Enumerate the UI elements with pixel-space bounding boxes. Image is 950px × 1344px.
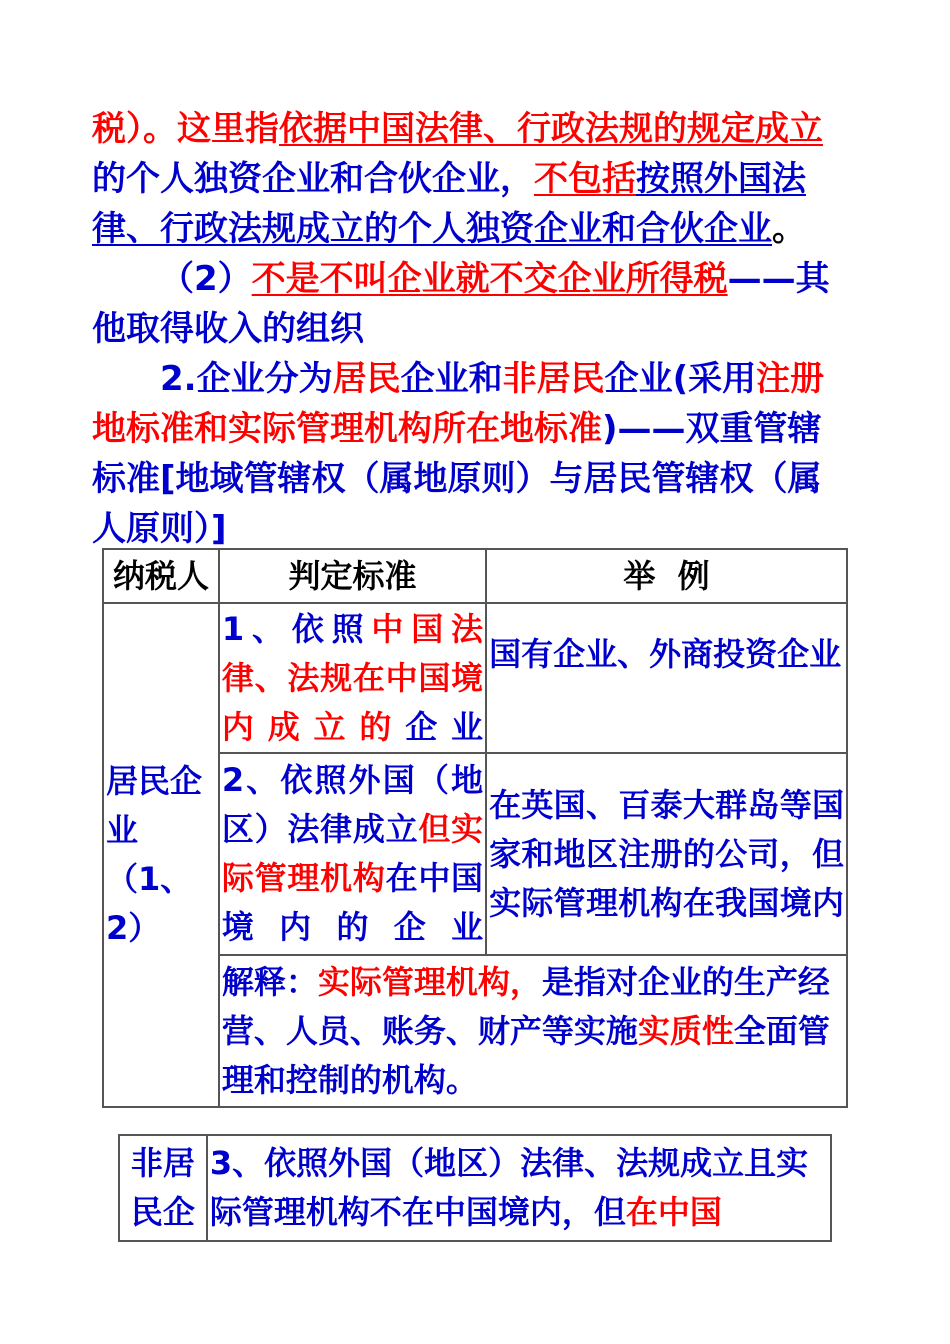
para1-basis: 依据中国法律、行政法规的规定成立 xyxy=(279,109,823,149)
example-cell-2: 在英国、百泰大群岛等国家和地区注册的公司，但实际管理机构在我国境内 xyxy=(486,753,847,955)
nonresident-label: 非居民企 xyxy=(119,1135,207,1241)
para2-num: （2） xyxy=(160,259,252,299)
para1-lead: 税）。这里指 xyxy=(92,109,279,149)
para3-and: 企业和 xyxy=(400,359,503,399)
para3-lead: 2.企业分为 xyxy=(160,359,333,399)
resident-enterprise-table xyxy=(102,548,848,1108)
para1-scope: 的个人独资企业和合伙企业， xyxy=(92,159,534,199)
para2-other: ——其他取得收入的组织 xyxy=(92,259,830,349)
explanation-cell: 解释：实际管理机构，是指对企业的生产经营、人员、账务、财产等实施实质性全面管理和控制的机构。 xyxy=(219,955,847,1107)
header-criteria: 判定标准 xyxy=(219,549,486,603)
header-taxpayer: 纳税人 xyxy=(103,549,219,603)
para1-end: 。 xyxy=(772,209,806,249)
resident-enterprise-label: 居民企业（1、2） xyxy=(103,603,219,1107)
table-row xyxy=(103,603,847,753)
header-example: 举 例 xyxy=(486,549,847,603)
para3-resident: 居民 xyxy=(332,359,401,399)
table-row xyxy=(119,1135,831,1241)
paragraph-2 xyxy=(92,254,852,354)
paragraph-3 xyxy=(92,354,852,554)
para3-adopt: 企业(采用 xyxy=(604,359,757,399)
paragraph-1 xyxy=(92,104,852,254)
criteria-cell-3: 3、依照外国（地区）法律、法规成立且实际管理机构不在中国境内，但在中国 xyxy=(207,1135,831,1241)
para2-rule: 不是不叫企业就不交企业所得税 xyxy=(251,259,728,299)
para3-jurisdiction: )——双重管辖标准[地域管辖权（属地原则）与居民管辖权（属人原则）] xyxy=(92,409,822,549)
para3-standards: 注册地标准和实际管理机构所在地标准 xyxy=(92,359,825,449)
criteria-cell-2: 2、依照外国（地区）法律成立但实际管理机构在中国境内的企业 xyxy=(219,753,486,955)
example-cell-1: 国有企业、外商投资企业 xyxy=(486,603,847,753)
criteria-cell-1: 1、依照中国法律、法规在中国境内成立的企业 xyxy=(219,603,486,753)
nonresident-enterprise-table xyxy=(118,1134,832,1242)
para3-nonresident: 非居民 xyxy=(502,359,605,399)
table-header-row xyxy=(103,549,847,603)
para1-excluded: 不包括 xyxy=(534,159,636,199)
para1-foreign: 按照外国法律、行政法规成立的个人独资企业和合伙企业 xyxy=(92,159,806,249)
